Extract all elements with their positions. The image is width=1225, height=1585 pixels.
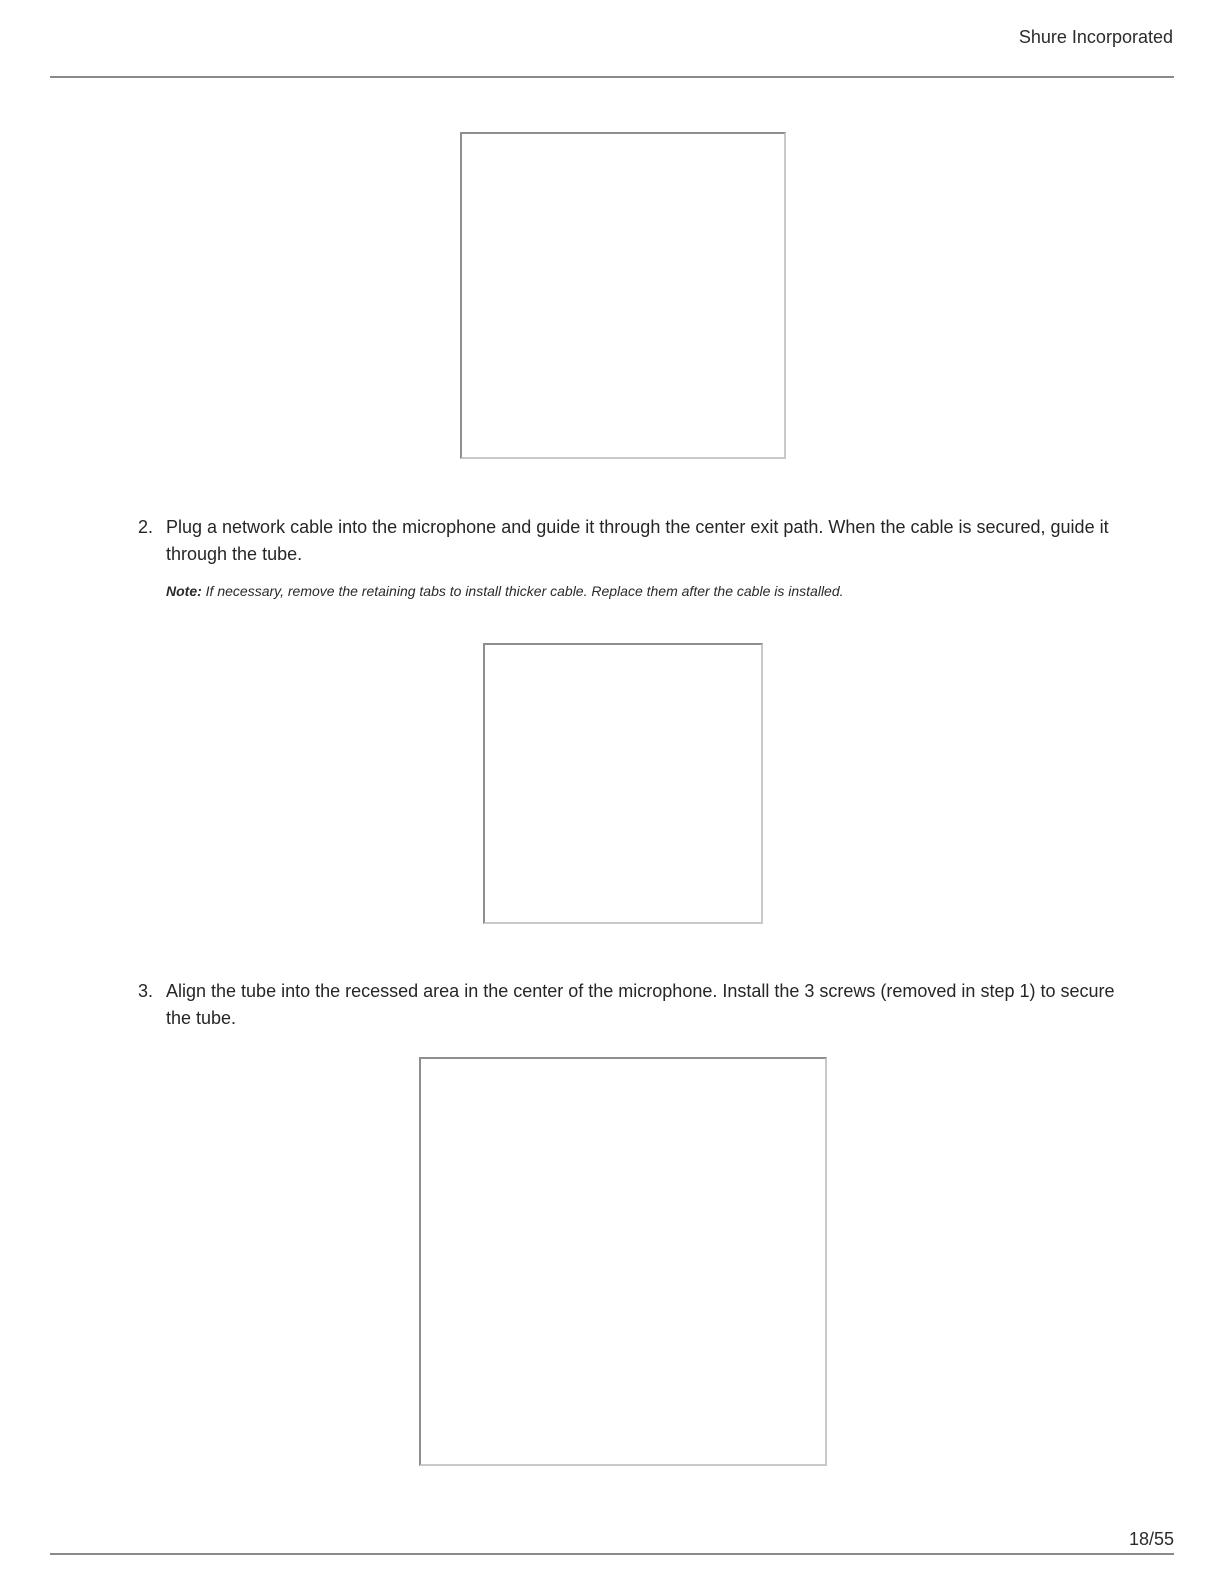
note-label: Note: xyxy=(166,583,202,599)
step-text: Align the tube into the recessed area in the center of the microphone. Install the 3 screws (removed in step 1) to secure the tube. xyxy=(166,981,1115,1028)
step-number: 2. xyxy=(138,517,154,537)
figure-placeholder-2 xyxy=(483,643,763,924)
step-text: Plug a network cable into the microphone and guide it through the center exit path. When the cable is secured, guide it through the tube. xyxy=(166,517,1109,564)
header-company-name: Shure Incorporated xyxy=(1018,27,1173,47)
step-2 xyxy=(138,514,1128,568)
footer-divider xyxy=(50,1553,1174,1555)
step-number: 3. xyxy=(138,981,154,1001)
header-divider xyxy=(50,76,1174,78)
note xyxy=(166,583,844,599)
step-3 xyxy=(138,978,1128,1032)
page-number: 18/55 xyxy=(1128,1529,1174,1549)
figure-placeholder-1 xyxy=(460,132,786,459)
note-text: If necessary, remove the retaining tabs to install thicker cable. Replace them after the cable is installed. xyxy=(201,583,844,599)
figure-placeholder-3 xyxy=(419,1057,827,1466)
